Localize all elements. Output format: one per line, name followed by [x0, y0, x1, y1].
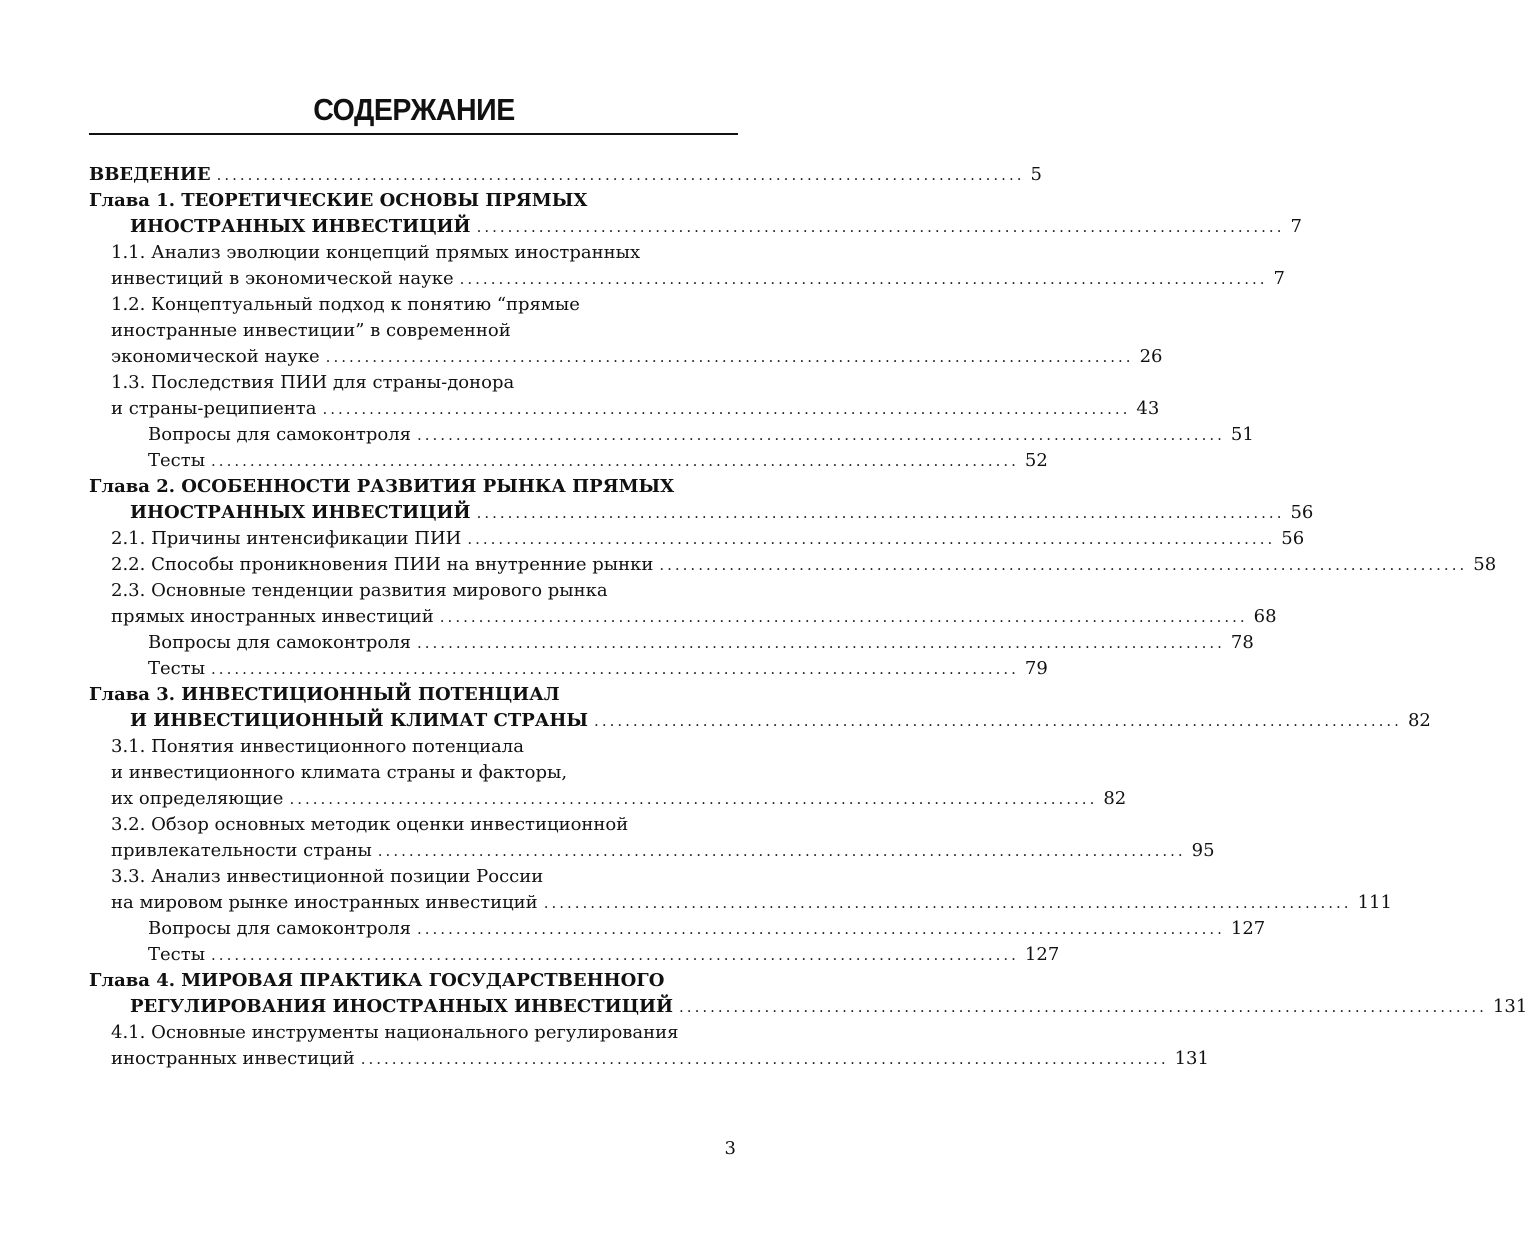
- toc-chapter-2-title[interactable]: Глава 2. ОСОБЕННОСТИ РАЗВИТИЯ РЫНКА ПРЯМЫХ: [89, 476, 675, 497]
- toc-page-number: 7: [1273, 268, 1285, 289]
- dot-leader: ........................................................................................................: [594, 712, 1402, 730]
- toc-entry-title: на мировом рынке иностранных инвестиций: [111, 892, 538, 913]
- toc-questions-2[interactable]: [89, 630, 1254, 656]
- toc-section-3-1[interactable]: [89, 786, 1127, 812]
- toc-section-2-3-title[interactable]: 2.3. Основные тенденции развития мирового рынка: [111, 580, 608, 601]
- toc-page-number: 131: [1174, 1048, 1209, 1069]
- toc-entry-title: и страны-реципиента: [111, 398, 317, 419]
- toc-page-number: 52: [1024, 450, 1048, 471]
- toc-entry-title: Тесты: [148, 450, 206, 471]
- toc-page-number: 7: [1290, 216, 1302, 237]
- toc-entry-title: 2.1. Причины интенсификации ПИИ: [111, 528, 462, 549]
- toc-page-number: 43: [1136, 398, 1160, 419]
- toc-entry-title: экономической науке: [111, 346, 320, 367]
- toc-section-1-1-title[interactable]: 1.1. Анализ эволюции концепций прямых иностранных: [111, 242, 641, 263]
- toc-chapter-4-title[interactable]: Глава 4. МИРОВАЯ ПРАКТИКА ГОСУДАРСТВЕННОГО: [89, 970, 665, 991]
- toc-page-number: 68: [1253, 606, 1277, 627]
- toc-entry-title: прямых иностранных инвестиций: [111, 606, 434, 627]
- dot-leader: ........................................................................................................: [467, 530, 1276, 548]
- toc-section-3-2[interactable]: [89, 838, 1215, 864]
- toc-section-1-2-title[interactable]: 1.2. Концептуальный подход к понятию “прямые: [111, 294, 580, 315]
- dot-leader: ........................................................................................................: [417, 634, 1225, 652]
- toc-section-4-1[interactable]: [89, 1046, 1209, 1072]
- dot-leader: ........................................................................................................: [476, 504, 1285, 522]
- dot-leader: ........................................................................................................: [439, 608, 1248, 626]
- toc-page-number: 56: [1290, 502, 1314, 523]
- page-title: СОДЕРЖАНИЕ: [313, 92, 515, 127]
- toc-page-number: 82: [1103, 788, 1127, 809]
- toc-entry-title: ВВЕДЕНИЕ: [89, 164, 211, 185]
- toc-entry-introduction[interactable]: [89, 162, 1042, 188]
- dot-leader: ........................................................................................................: [216, 166, 1025, 184]
- dot-leader: ........................................................................................................: [679, 998, 1487, 1016]
- toc-tests-2[interactable]: [89, 656, 1048, 682]
- toc-section-3-3[interactable]: [89, 890, 1392, 916]
- toc-section-4-1-title[interactable]: 4.1. Основные инструменты национального регулирования: [111, 1022, 679, 1043]
- toc-tests-3[interactable]: [89, 942, 1060, 968]
- toc-page-number: 56: [1281, 528, 1305, 549]
- dot-leader: ........................................................................................................: [659, 556, 1468, 574]
- toc-chapter-2[interactable]: [89, 500, 1314, 526]
- toc-page-number: 78: [1230, 632, 1254, 653]
- toc-page-number: 82: [1407, 710, 1431, 731]
- dot-leader: ........................................................................................................: [476, 218, 1285, 236]
- page-number: 3: [724, 1138, 736, 1159]
- toc-chapter-1-title[interactable]: Глава 1. ТЕОРЕТИЧЕСКИЕ ОСНОВЫ ПРЯМЫХ: [89, 190, 588, 211]
- dot-leader: ........................................................................................................: [325, 348, 1134, 366]
- toc-chapter-3-title[interactable]: Глава 3. ИНВЕСТИЦИОННЫЙ ПОТЕНЦИАЛ: [89, 684, 560, 705]
- table-of-contents: [89, 162, 1527, 1072]
- toc-tests-1[interactable]: [89, 448, 1048, 474]
- toc-entry-title: Вопросы для самоконтроля: [148, 918, 411, 939]
- toc-entry-title: ИНОСТРАННЫХ ИНВЕСТИЦИЙ: [130, 216, 471, 237]
- toc-page-number: 26: [1139, 346, 1163, 367]
- toc-page-number: 111: [1357, 892, 1392, 913]
- dot-leader: ........................................................................................................: [377, 842, 1186, 860]
- toc-chapter-4[interactable]: [89, 994, 1527, 1020]
- toc-section-1-3[interactable]: [89, 396, 1160, 422]
- toc-section-2-1[interactable]: [89, 526, 1305, 552]
- toc-section-1-1[interactable]: [89, 266, 1285, 292]
- toc-entry-title: Тесты: [148, 658, 206, 679]
- toc-entry-title: иностранных инвестиций: [111, 1048, 355, 1069]
- dot-leader: ........................................................................................................: [289, 790, 1098, 808]
- title-divider: [89, 133, 738, 135]
- toc-section-1-2-title-cont[interactable]: иностранные инвестиции” в современной: [111, 320, 511, 341]
- dot-leader: ........................................................................................................: [543, 894, 1352, 912]
- toc-page-number: 51: [1230, 424, 1254, 445]
- dot-leader: ........................................................................................................: [360, 1050, 1169, 1068]
- toc-page-number: 58: [1473, 554, 1497, 575]
- toc-entry-title: инвестиций в экономической науке: [111, 268, 454, 289]
- dot-leader: ........................................................................................................: [417, 426, 1225, 444]
- toc-chapter-1[interactable]: [89, 214, 1302, 240]
- toc-section-2-2[interactable]: [89, 552, 1497, 578]
- dot-leader: ........................................................................................................: [211, 660, 1019, 678]
- toc-entry-title: Вопросы для самоконтроля: [148, 632, 411, 653]
- toc-section-3-3-title[interactable]: 3.3. Анализ инвестиционной позиции России: [111, 866, 544, 887]
- toc-chapter-3[interactable]: [89, 708, 1431, 734]
- toc-entry-title: 2.2. Способы проникновения ПИИ на внутренние рынки: [111, 554, 654, 575]
- dot-leader: ........................................................................................................: [322, 400, 1131, 418]
- toc-entry-title: Тесты: [148, 944, 206, 965]
- toc-page-number: 5: [1030, 164, 1042, 185]
- toc-section-3-1-title-cont[interactable]: и инвестиционного климата страны и факторы,: [111, 762, 568, 783]
- toc-section-2-3[interactable]: [89, 604, 1277, 630]
- toc-entry-title: ИНОСТРАННЫХ ИНВЕСТИЦИЙ: [130, 502, 471, 523]
- toc-entry-title: И ИНВЕСТИЦИОННЫЙ КЛИМАТ СТРАНЫ: [130, 710, 589, 731]
- toc-section-1-2[interactable]: [89, 344, 1163, 370]
- toc-questions-1[interactable]: [89, 422, 1254, 448]
- dot-leader: ........................................................................................................: [211, 452, 1019, 470]
- toc-page-number: 95: [1191, 840, 1215, 861]
- toc-section-1-3-title[interactable]: 1.3. Последствия ПИИ для страны-донора: [111, 372, 515, 393]
- toc-section-3-2-title[interactable]: 3.2. Обзор основных методик оценки инвестиционной: [111, 814, 629, 835]
- toc-entry-title: их определяющие: [111, 788, 284, 809]
- toc-entry-title: РЕГУЛИРОВАНИЯ ИНОСТРАННЫХ ИНВЕСТИЦИЙ: [130, 996, 674, 1017]
- toc-page-number: 127: [1024, 944, 1060, 965]
- toc-page-number: 127: [1230, 918, 1266, 939]
- toc-page-number: 131: [1492, 996, 1527, 1017]
- toc-page-number: 79: [1024, 658, 1048, 679]
- toc-questions-3[interactable]: [89, 916, 1266, 942]
- dot-leader: ........................................................................................................: [211, 946, 1019, 964]
- toc-section-3-1-title[interactable]: 3.1. Понятия инвестиционного потенциала: [111, 736, 524, 757]
- dot-leader: ........................................................................................................: [459, 270, 1268, 288]
- toc-entry-title: Вопросы для самоконтроля: [148, 424, 411, 445]
- toc-entry-title: привлекательности страны: [111, 840, 372, 861]
- dot-leader: ........................................................................................................: [417, 920, 1225, 938]
